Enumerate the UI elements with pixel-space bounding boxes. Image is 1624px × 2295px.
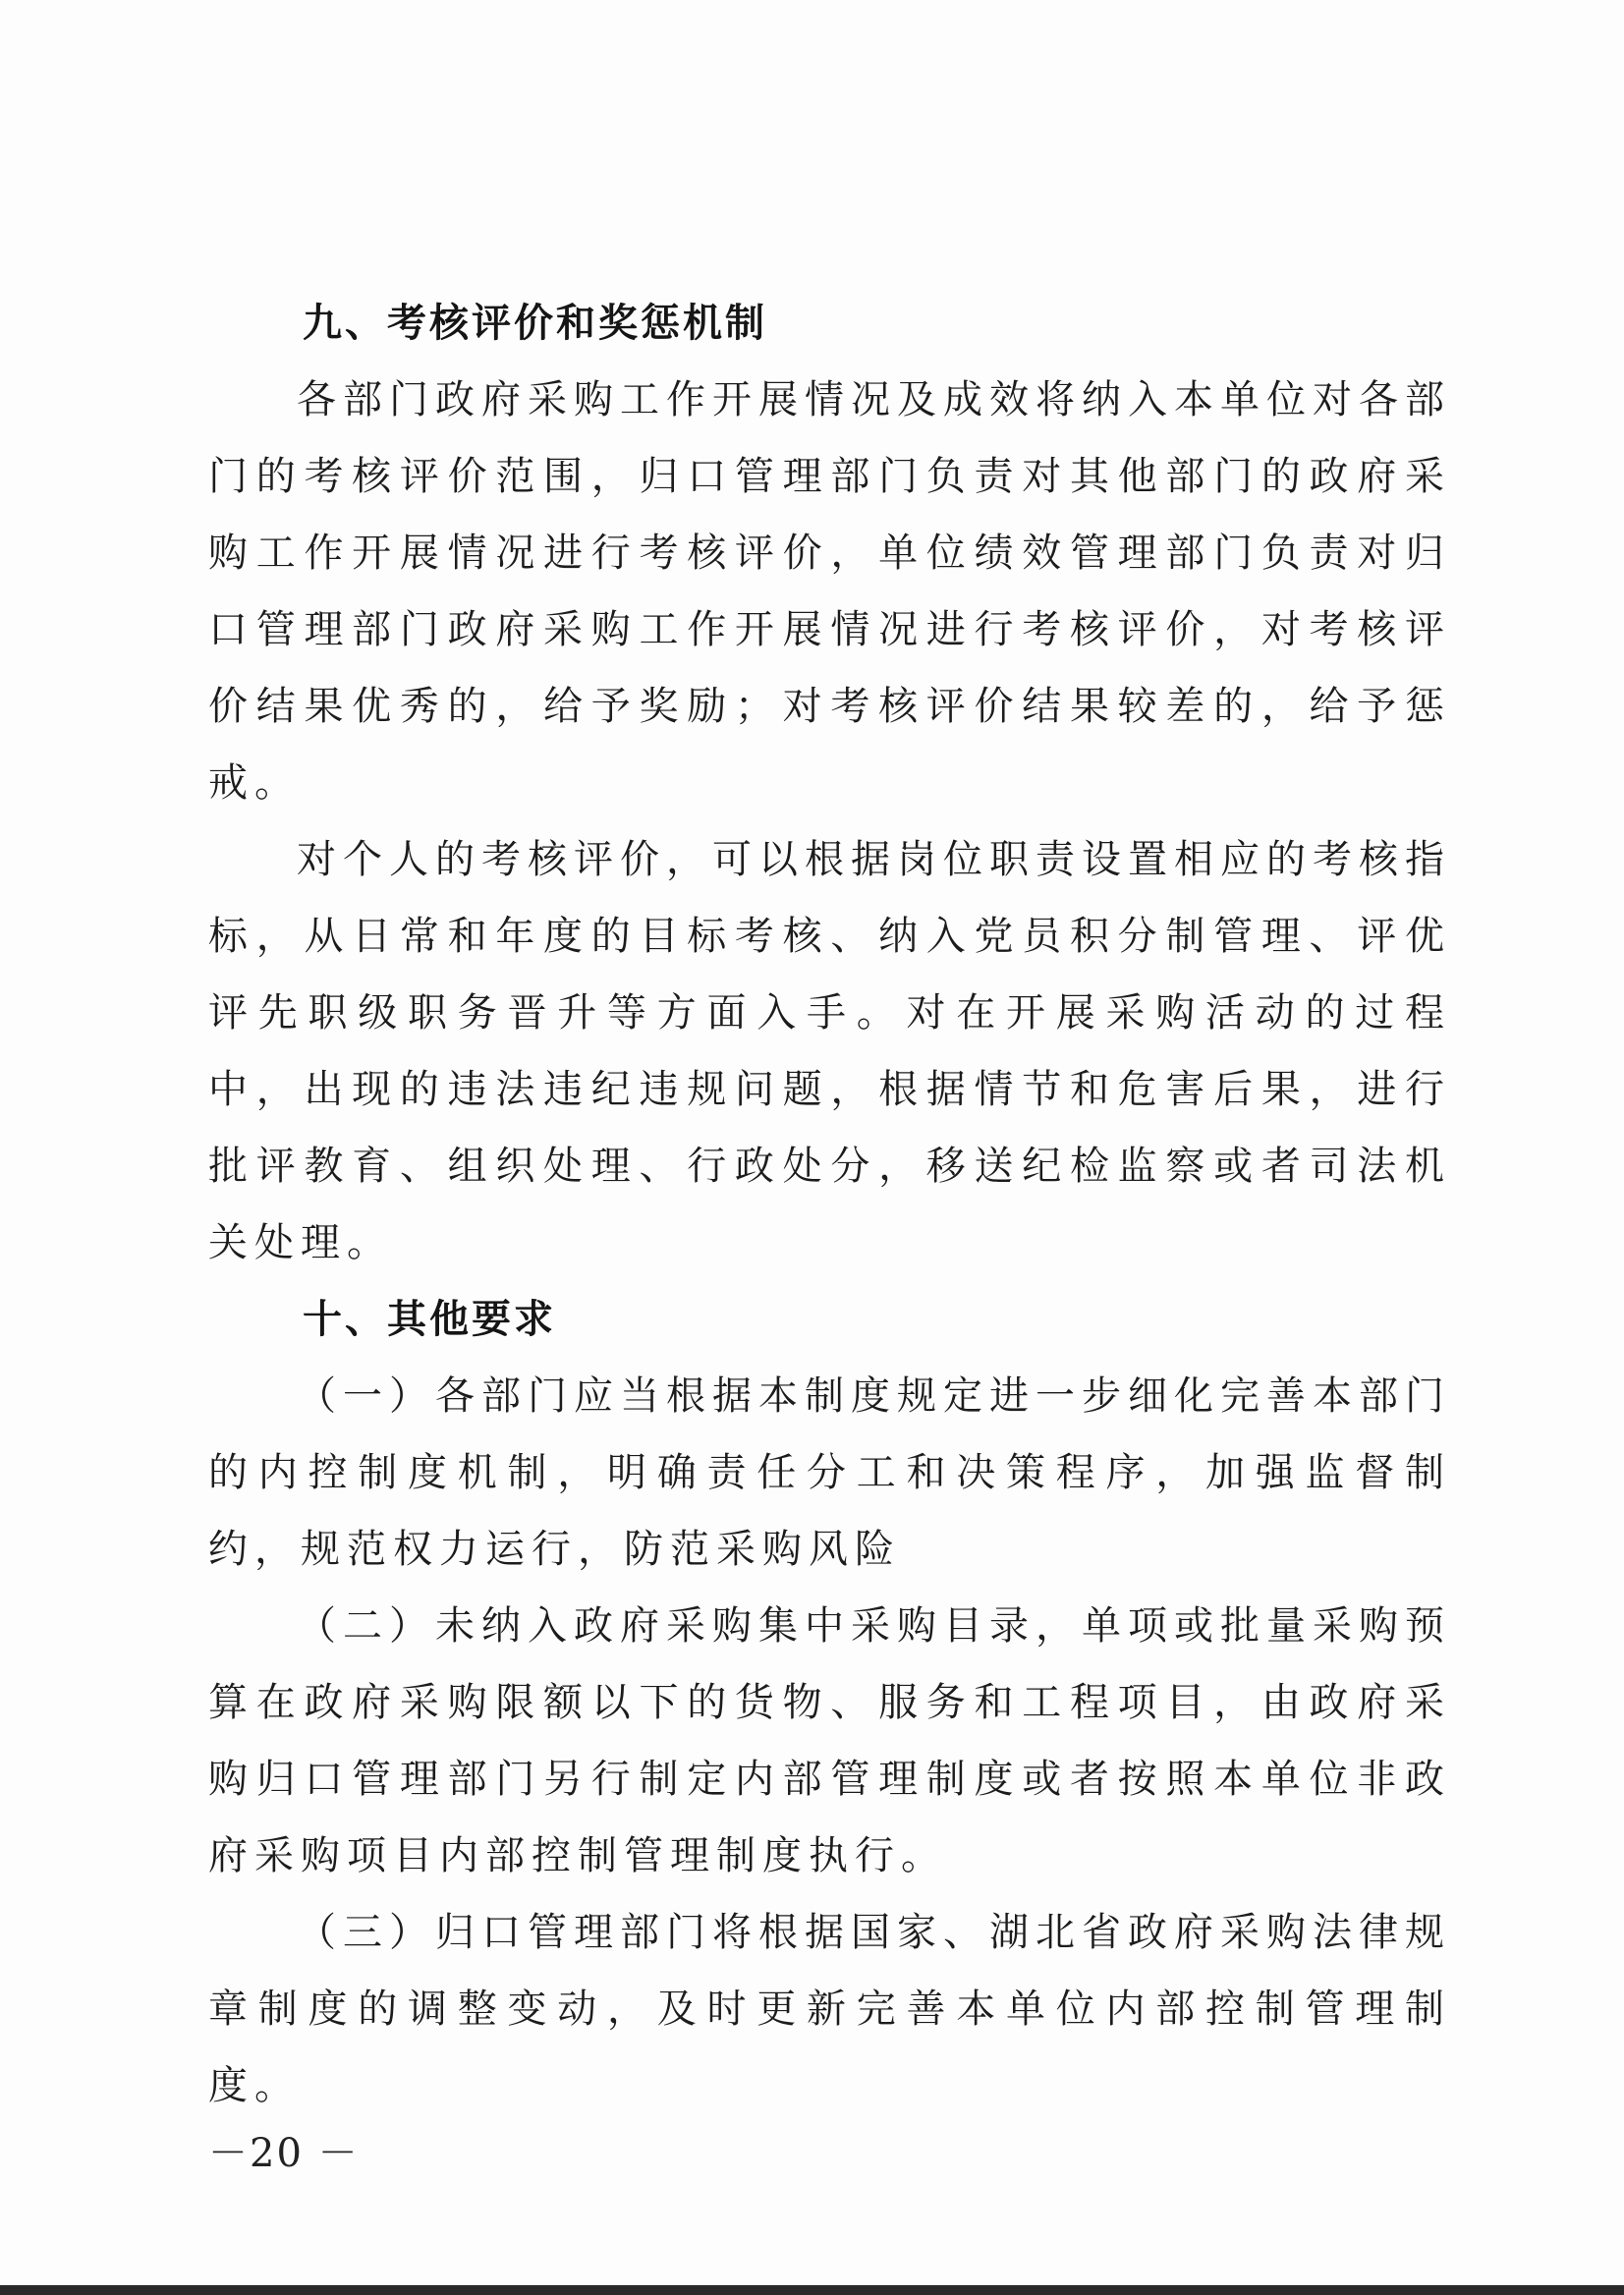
document-body [208,285,1451,2124]
page-number: －20 － [208,2131,360,2176]
paragraph-assessment-departments: 各部门政府采购工作开展情况及成效将纳入本单位对各部门的考核评价范围，归口管理部门负责对其他部门的政府采购工作开展情况进行考核评价，单位绩效管理部门负责对归口管理部门政府采购工作开展情况进行考核评价，对考核评价结果优秀的，给予奖励；对考核评价结果较差的，给予惩戒。 [208,377,1451,806]
paragraph-requirement-3: （三）归口管理部门将根据国家、湖北省政府采购法律规章制度的调整变动，及时更新完善本单位内部控制管理制度。 [208,1910,1451,2108]
section-heading-assessment: 九、考核评价和奖惩机制 [303,301,767,346]
section-heading-other-requirements: 十、其他要求 [303,1297,556,1342]
scan-bottom-edge [0,2285,1624,2295]
paragraph-requirement-2: （二）未纳入政府采购集中采购目录，单项或批量采购预算在政府采购限额以下的货物、服务和工程项目，由政府采购归口管理部门另行制定内部管理制度或者按照本单位非政府采购项目内部控制管理制度执行。 [208,1603,1451,1878]
paragraph-assessment-individuals: 对个人的考核评价，可以根据岗位职责设置相应的考核指标，从日常和年度的目标考核、纳入党员积分制管理、评优评先职级职务晋升等方面入手。对在开展采购活动的过程中，出现的违法违纪违规问题，根据情节和危害后果，进行批评教育、组织处理、行政处分，移送纪检监察或者司法机关处理。 [208,837,1451,1265]
paragraph-requirement-1: （一）各部门应当根据本制度规定进一步细化完善本部门的内控制度机制，明确责任分工和决策程序，加强监督制约，规范权力运行，防范采购风险 [208,1373,1451,1572]
